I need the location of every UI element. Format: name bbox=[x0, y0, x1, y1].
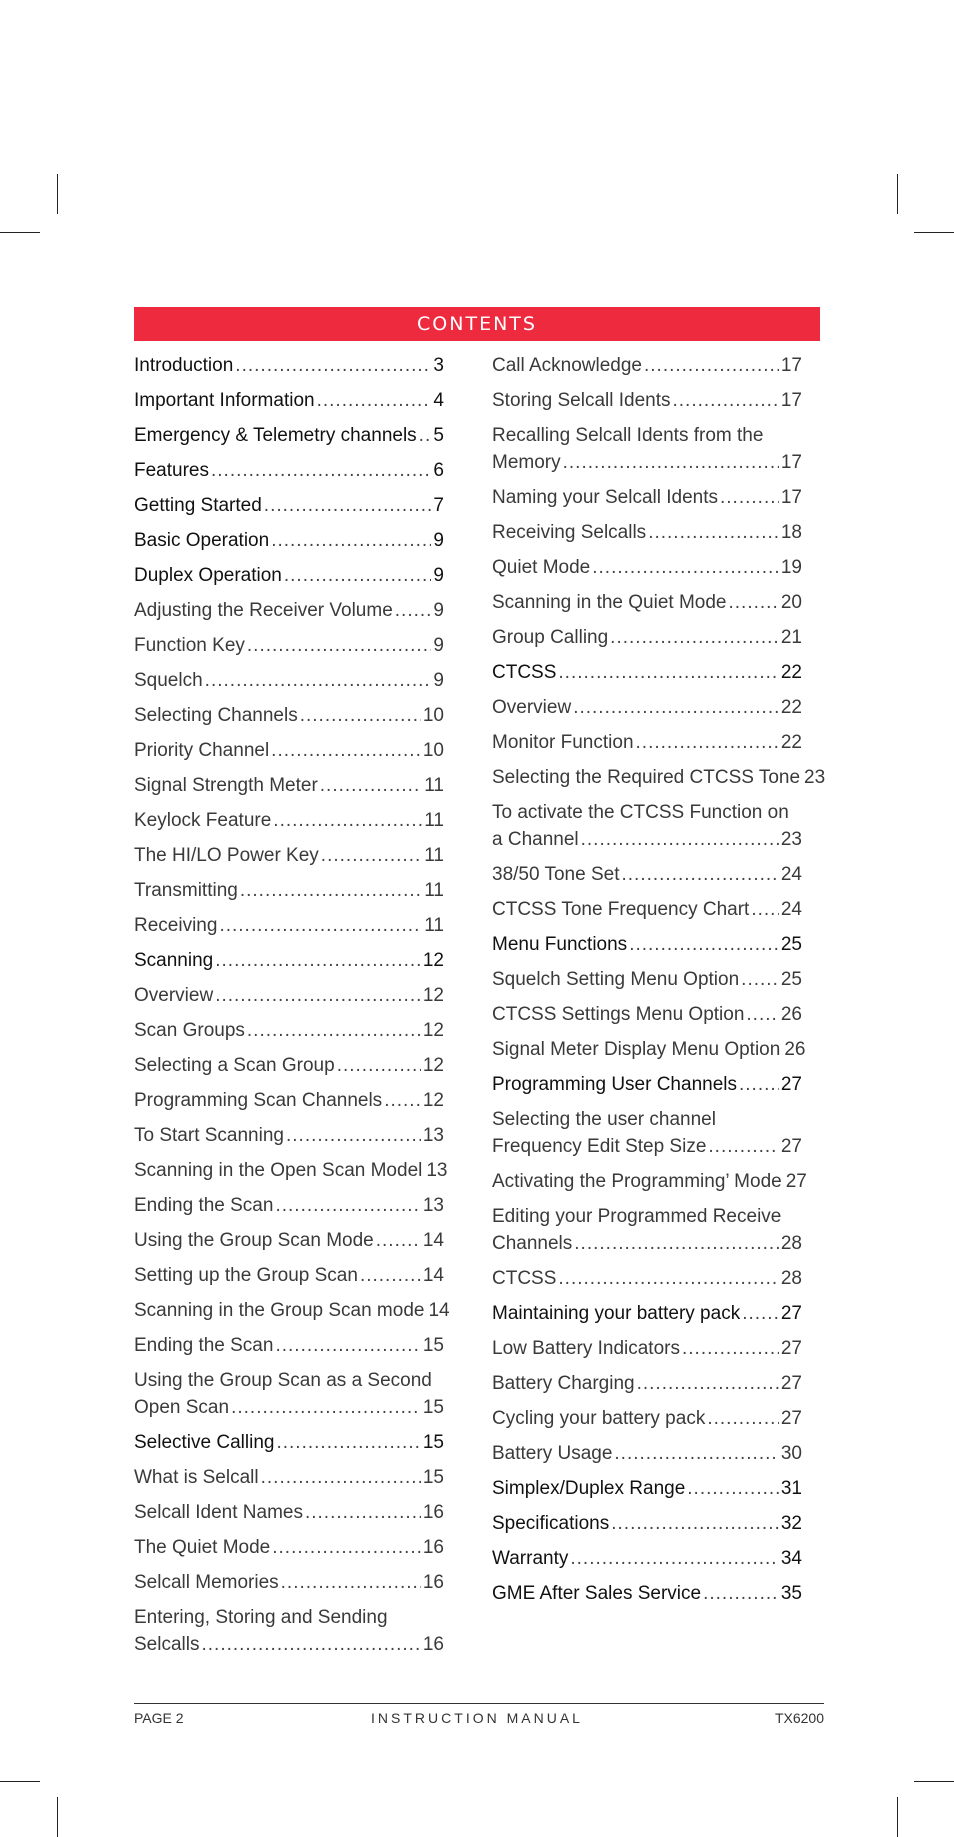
toc-entry-title: Introduction bbox=[134, 355, 234, 376]
dot-leader bbox=[211, 457, 431, 484]
toc-entry-title: Using the Group Scan as a Second bbox=[134, 1370, 432, 1391]
toc-entry[interactable] bbox=[492, 1405, 802, 1432]
toc-entry-page: 10 bbox=[422, 705, 444, 726]
toc-entry[interactable] bbox=[134, 912, 444, 939]
toc-entry[interactable] bbox=[134, 772, 444, 799]
dot-leader bbox=[247, 632, 432, 659]
toc-entry-title: Selecting Channels bbox=[134, 705, 298, 726]
dot-leader bbox=[708, 1133, 778, 1160]
toc-entry-title: Selcall Memories bbox=[134, 1572, 279, 1593]
toc-entry-page: 22 bbox=[780, 697, 802, 718]
toc-entry-title: Scanning in the Group Scan mode bbox=[134, 1300, 425, 1321]
toc-entry-page: 17 bbox=[780, 452, 802, 473]
dot-leader bbox=[558, 659, 778, 686]
dot-leader bbox=[741, 966, 779, 993]
toc-entry-title: Selecting the user channel bbox=[492, 1109, 716, 1130]
crop-mark bbox=[897, 1797, 898, 1837]
footer-page-label: PAGE 2 bbox=[134, 1710, 184, 1726]
toc-entry-title: Keylock Feature bbox=[134, 810, 272, 831]
toc-entry[interactable] bbox=[134, 1017, 444, 1044]
dot-leader bbox=[570, 1545, 778, 1572]
toc-entry-page: 12 bbox=[422, 1090, 444, 1111]
dot-leader bbox=[275, 1192, 420, 1219]
toc-entry-page: 22 bbox=[780, 662, 802, 683]
dot-leader bbox=[621, 861, 778, 888]
toc-entry[interactable] bbox=[134, 597, 444, 624]
toc-entry-title: Receiving Selcalls bbox=[492, 522, 647, 543]
dot-leader bbox=[384, 1087, 421, 1114]
toc-entry[interactable] bbox=[492, 352, 802, 379]
toc-entry-title-cont: Channels bbox=[492, 1233, 573, 1254]
toc-entry-page: 15 bbox=[422, 1467, 444, 1488]
toc-entry-title: Overview bbox=[134, 985, 214, 1006]
toc-entry-page: 11 bbox=[424, 775, 444, 796]
toc-entry-title: Signal Meter Display Menu Option bbox=[492, 1039, 781, 1060]
toc-entry-page: 27 bbox=[785, 1171, 807, 1192]
toc-entry-title: Priority Channel bbox=[134, 740, 270, 761]
dot-leader bbox=[648, 519, 779, 546]
crop-mark bbox=[0, 1781, 40, 1782]
toc-entry-page: 9 bbox=[433, 635, 444, 656]
dot-leader bbox=[581, 826, 779, 853]
page-title: CONTENTS bbox=[417, 313, 537, 335]
toc-entry[interactable] bbox=[492, 1475, 802, 1502]
toc-entry[interactable] bbox=[492, 1071, 802, 1098]
toc-entry-title: Scanning in the Quiet Mode bbox=[492, 592, 727, 613]
dot-leader bbox=[592, 554, 779, 581]
toc-entry[interactable] bbox=[134, 737, 444, 764]
toc-entry[interactable] bbox=[492, 1510, 802, 1537]
toc-entry-page: 23 bbox=[804, 767, 826, 788]
toc-entry-page: 12 bbox=[422, 950, 444, 971]
toc-entry-page: 19 bbox=[780, 557, 802, 578]
toc-entry[interactable] bbox=[492, 387, 802, 414]
toc-entry-title: Important Information bbox=[134, 390, 315, 411]
toc-entry-page: 16 bbox=[422, 1634, 444, 1655]
dot-leader bbox=[215, 982, 421, 1009]
toc-entry-title-cont: Selcalls bbox=[134, 1634, 200, 1655]
dot-leader bbox=[720, 484, 779, 511]
toc-entry-title-cont: Memory bbox=[492, 452, 561, 473]
toc-entry-title: Function Key bbox=[134, 635, 245, 656]
dot-leader bbox=[636, 729, 779, 756]
toc-entry-page: 10 bbox=[422, 740, 444, 761]
toc-entry[interactable] bbox=[492, 799, 802, 853]
dot-leader bbox=[751, 896, 779, 923]
toc-entry-title: Ending the Scan bbox=[134, 1335, 274, 1356]
dot-leader bbox=[395, 597, 432, 624]
toc-entry-title: Quiet Mode bbox=[492, 557, 591, 578]
toc-entry-title: Features bbox=[134, 460, 209, 481]
toc-entry-title: Entering, Storing and Sending bbox=[134, 1607, 388, 1628]
toc-entry-page: 9 bbox=[433, 530, 444, 551]
toc-entry-title: CTCSS bbox=[492, 1268, 557, 1289]
toc-entry-title: CTCSS Tone Frequency Chart bbox=[492, 899, 750, 920]
toc-entry[interactable] bbox=[134, 842, 444, 869]
toc-entry-page: 25 bbox=[780, 934, 802, 955]
crop-mark bbox=[914, 232, 954, 233]
dot-leader bbox=[284, 562, 432, 589]
toc-entry-page: 14 bbox=[422, 1265, 444, 1286]
toc-entry[interactable] bbox=[492, 694, 802, 721]
toc-entry[interactable] bbox=[134, 1297, 450, 1324]
toc-entry[interactable] bbox=[134, 352, 444, 379]
toc-entry-title: Call Acknowledge bbox=[492, 355, 642, 376]
toc-entry-page: 9 bbox=[433, 670, 444, 691]
toc-entry[interactable] bbox=[134, 1262, 444, 1289]
contents-banner bbox=[134, 307, 820, 341]
toc-entry-page: 15 bbox=[422, 1397, 444, 1418]
crop-mark bbox=[897, 174, 898, 214]
toc-entry-title: The HI/LO Power Key bbox=[134, 845, 319, 866]
toc-entry[interactable] bbox=[492, 1545, 802, 1572]
toc-entry-page: 17 bbox=[780, 487, 802, 508]
toc-entry-page: 18 bbox=[780, 522, 802, 543]
toc-entry[interactable] bbox=[134, 1569, 444, 1596]
toc-entry-page: 15 bbox=[422, 1432, 444, 1453]
toc-entry-page: 17 bbox=[780, 390, 802, 411]
dot-leader bbox=[201, 1631, 420, 1658]
dot-leader bbox=[629, 931, 779, 958]
dot-leader bbox=[264, 492, 432, 519]
toc-entry-title: Selecting a Scan Group bbox=[134, 1055, 335, 1076]
toc-entry-title: Naming your Selcall Idents bbox=[492, 487, 718, 508]
toc-entry-page: 27 bbox=[780, 1373, 802, 1394]
toc-entry[interactable] bbox=[492, 554, 802, 581]
toc-entry[interactable] bbox=[134, 527, 444, 554]
toc-entry-page: 27 bbox=[780, 1338, 802, 1359]
crop-mark bbox=[0, 232, 40, 233]
toc-entry-title: Menu Functions bbox=[492, 934, 628, 955]
toc-entry-page: 26 bbox=[780, 1004, 802, 1025]
toc-entry[interactable] bbox=[134, 1429, 444, 1456]
toc-entry-page: 9 bbox=[433, 565, 444, 586]
toc-entry-page: 22 bbox=[780, 732, 802, 753]
toc-entry-page: 14 bbox=[428, 1300, 450, 1321]
toc-entry-page: 12 bbox=[422, 1020, 444, 1041]
toc-entry-title: CTCSS bbox=[492, 662, 557, 683]
toc-entry-page: 24 bbox=[780, 899, 802, 920]
toc-entry[interactable] bbox=[134, 982, 444, 1009]
toc-entry[interactable] bbox=[134, 1087, 444, 1114]
toc-entry-title: Squelch Setting Menu Option bbox=[492, 969, 740, 990]
toc-entry-title: Specifications bbox=[492, 1513, 610, 1534]
toc-entry-title: The Quiet Mode bbox=[134, 1537, 271, 1558]
toc-entry-title: Adjusting the Receiver Volume bbox=[134, 600, 393, 621]
crop-mark bbox=[914, 1781, 954, 1782]
toc-entry-page: 12 bbox=[422, 1055, 444, 1076]
toc-entry[interactable] bbox=[134, 632, 444, 659]
toc-entry[interactable] bbox=[134, 877, 444, 904]
toc-entry-title: Programming User Channels bbox=[492, 1074, 737, 1095]
toc-entry-title: Warranty bbox=[492, 1548, 569, 1569]
toc-entry-title: Activating the Programming’ Mode bbox=[492, 1171, 782, 1192]
toc-entry-title: To Start Scanning bbox=[134, 1125, 284, 1146]
toc-entry[interactable] bbox=[492, 1335, 802, 1362]
toc-entry-page: 26 bbox=[784, 1039, 806, 1060]
toc-entry-title: Receiving bbox=[134, 915, 218, 936]
toc-entry[interactable] bbox=[492, 1168, 807, 1195]
toc-entry-page: 21 bbox=[780, 627, 802, 648]
dot-leader bbox=[360, 1262, 421, 1289]
dot-leader bbox=[219, 912, 422, 939]
toc-entry[interactable] bbox=[492, 1440, 802, 1467]
dot-leader bbox=[300, 702, 421, 729]
toc-entry-page: 12 bbox=[422, 985, 444, 1006]
toc-entry-page: 13 bbox=[426, 1160, 448, 1181]
toc-entry[interactable] bbox=[492, 519, 802, 546]
toc-entry-page: 25 bbox=[780, 969, 802, 990]
dot-leader bbox=[742, 1300, 779, 1327]
dot-leader bbox=[644, 352, 779, 379]
toc-entry-page: 30 bbox=[780, 1443, 802, 1464]
toc-entry-title: 38/50 Tone Set bbox=[492, 864, 620, 885]
dot-leader bbox=[317, 387, 432, 414]
dot-leader bbox=[272, 1534, 421, 1561]
toc-right-column bbox=[492, 352, 826, 1615]
dot-leader bbox=[240, 877, 422, 904]
dot-leader bbox=[261, 1464, 421, 1491]
dot-leader bbox=[235, 352, 431, 379]
toc-entry[interactable] bbox=[492, 1036, 806, 1063]
dot-leader bbox=[231, 1394, 421, 1421]
toc-entry-page: 27 bbox=[780, 1136, 802, 1157]
toc-entry[interactable] bbox=[134, 387, 444, 414]
toc-entry-title: Storing Selcall Idents bbox=[492, 390, 671, 411]
toc-entry-page: 16 bbox=[422, 1502, 444, 1523]
dot-leader bbox=[419, 422, 432, 449]
toc-entry[interactable] bbox=[134, 667, 444, 694]
dot-leader bbox=[707, 1405, 779, 1432]
dot-leader bbox=[376, 1227, 421, 1254]
toc-entry-page: 27 bbox=[780, 1408, 802, 1429]
toc-entry-title: Scan Groups bbox=[134, 1020, 245, 1041]
toc-entry-title-cont: a Channel bbox=[492, 829, 579, 850]
dot-leader bbox=[271, 527, 431, 554]
toc-entry[interactable] bbox=[492, 422, 802, 476]
dot-leader bbox=[273, 807, 422, 834]
toc-entry[interactable] bbox=[492, 1001, 802, 1028]
dot-leader bbox=[746, 1001, 778, 1028]
toc-entry[interactable] bbox=[492, 624, 802, 651]
toc-entry-page: 27 bbox=[780, 1303, 802, 1324]
toc-entry-title-cont: Frequency Edit Step Size bbox=[492, 1136, 707, 1157]
toc-entry[interactable] bbox=[134, 1604, 444, 1658]
toc-entry[interactable] bbox=[134, 1464, 444, 1491]
dot-leader bbox=[614, 1440, 778, 1467]
toc-entry-page: 7 bbox=[433, 495, 444, 516]
dot-leader bbox=[275, 1332, 420, 1359]
dot-leader bbox=[574, 1230, 779, 1257]
toc-entry-title: Maintaining your battery pack bbox=[492, 1303, 741, 1324]
toc-entry-page: 11 bbox=[424, 845, 444, 866]
toc-entry-page: 16 bbox=[422, 1572, 444, 1593]
toc-entry-page: 9 bbox=[433, 600, 444, 621]
toc-entry[interactable] bbox=[134, 1499, 444, 1526]
dot-leader bbox=[563, 449, 779, 476]
dot-leader bbox=[215, 947, 421, 974]
toc-entry[interactable] bbox=[492, 729, 802, 756]
toc-entry[interactable] bbox=[492, 1580, 802, 1607]
dot-leader bbox=[687, 1475, 779, 1502]
toc-entry-page: 31 bbox=[780, 1478, 802, 1499]
toc-entry-title: Selcall Ident Names bbox=[134, 1502, 303, 1523]
toc-entry-title: Overview bbox=[492, 697, 572, 718]
toc-entry-title: To activate the CTCSS Function on bbox=[492, 802, 789, 823]
toc-entry-title: Duplex Operation bbox=[134, 565, 282, 586]
toc-entry-title: Scanning bbox=[134, 950, 214, 971]
crop-mark bbox=[57, 1797, 58, 1837]
toc-entry[interactable] bbox=[134, 457, 444, 484]
toc-entry-page: 11 bbox=[424, 880, 444, 901]
toc-entry[interactable] bbox=[134, 422, 444, 449]
toc-entry-line2 bbox=[134, 1631, 444, 1658]
dot-leader bbox=[703, 1580, 779, 1607]
dot-leader bbox=[321, 842, 422, 869]
crop-mark bbox=[57, 174, 58, 214]
toc-entry-title: CTCSS Settings Menu Option bbox=[492, 1004, 745, 1025]
toc-left-column bbox=[134, 352, 450, 1666]
toc-entry-title: Basic Operation bbox=[134, 530, 270, 551]
dot-leader bbox=[573, 694, 779, 721]
toc-entry-title: Setting up the Group Scan bbox=[134, 1265, 358, 1286]
toc-entry-title: Cycling your battery pack bbox=[492, 1408, 706, 1429]
dot-leader bbox=[271, 737, 421, 764]
toc-entry-line2 bbox=[492, 449, 802, 476]
toc-entry-title: Scanning in the Open Scan Model bbox=[134, 1160, 423, 1181]
toc-entry-page: 11 bbox=[424, 810, 444, 831]
toc-entry-title: Getting Started bbox=[134, 495, 262, 516]
toc-entry[interactable] bbox=[134, 807, 444, 834]
toc-entry-page: 20 bbox=[780, 592, 802, 613]
toc-entry[interactable] bbox=[134, 1192, 444, 1219]
dot-leader bbox=[558, 1265, 778, 1292]
toc-entry[interactable] bbox=[134, 1332, 444, 1359]
toc-entry-page: 13 bbox=[422, 1195, 444, 1216]
toc-entry-line2 bbox=[492, 1133, 802, 1160]
dot-leader bbox=[637, 1370, 779, 1397]
dot-leader bbox=[682, 1335, 779, 1362]
toc-entry-title: Simplex/Duplex Range bbox=[492, 1478, 686, 1499]
dot-leader bbox=[673, 387, 779, 414]
toc-entry[interactable] bbox=[492, 1106, 802, 1160]
toc-entry[interactable] bbox=[492, 1203, 802, 1257]
toc-entry-title: Selecting the Required CTCSS Tone bbox=[492, 767, 801, 788]
dot-leader bbox=[286, 1122, 421, 1149]
toc-entry[interactable] bbox=[492, 896, 802, 923]
toc-entry-title: Transmitting bbox=[134, 880, 238, 901]
toc-entry-page: 23 bbox=[780, 829, 802, 850]
toc-entry-title: Using the Group Scan Mode bbox=[134, 1230, 374, 1251]
toc-entry-line2 bbox=[134, 1394, 444, 1421]
dot-leader bbox=[205, 667, 432, 694]
toc-entry-line2 bbox=[492, 1230, 802, 1257]
toc-entry-title: Emergency & Telemetry channels bbox=[134, 425, 417, 446]
toc-entry-title: Group Calling bbox=[492, 627, 609, 648]
dot-leader bbox=[611, 1510, 779, 1537]
toc-entry-page: 34 bbox=[780, 1548, 802, 1569]
toc-entry[interactable] bbox=[492, 861, 802, 888]
toc-entry-page: 17 bbox=[780, 355, 802, 376]
toc-entry-title: Recalling Selcall Idents from the bbox=[492, 425, 764, 446]
toc-entry-page: 28 bbox=[780, 1233, 802, 1254]
toc-entry-title-cont: Open Scan bbox=[134, 1397, 230, 1418]
toc-entry-page: 35 bbox=[780, 1583, 802, 1604]
toc-entry-title: What is Selcall bbox=[134, 1467, 259, 1488]
toc-entry[interactable] bbox=[134, 562, 444, 589]
footer-model: TX6200 bbox=[774, 1710, 824, 1726]
toc-entry-title: Monitor Function bbox=[492, 732, 634, 753]
dot-leader bbox=[276, 1429, 420, 1456]
toc-entry[interactable] bbox=[492, 966, 802, 993]
dot-leader bbox=[305, 1499, 421, 1526]
dot-leader bbox=[337, 1052, 421, 1079]
toc-entry[interactable] bbox=[134, 947, 444, 974]
footer-divider bbox=[134, 1703, 824, 1704]
toc-entry[interactable] bbox=[134, 1157, 448, 1184]
toc-entry-title: Programming Scan Channels bbox=[134, 1090, 383, 1111]
toc-entry-title: Ending the Scan bbox=[134, 1195, 274, 1216]
toc-entry-title: GME After Sales Service bbox=[492, 1583, 702, 1604]
toc-entry-line2 bbox=[492, 826, 802, 853]
toc-entry[interactable] bbox=[134, 702, 444, 729]
toc-entry-page: 15 bbox=[422, 1335, 444, 1356]
toc-entry-page: 24 bbox=[780, 864, 802, 885]
toc-entry-page: 6 bbox=[433, 460, 444, 481]
toc-entry-title: Squelch bbox=[134, 670, 203, 691]
toc-entry-page: 3 bbox=[433, 355, 444, 376]
footer-manual-label: INSTRUCTION MANUAL bbox=[371, 1710, 583, 1726]
toc-entry[interactable] bbox=[134, 1122, 444, 1149]
toc-entry[interactable] bbox=[134, 492, 444, 519]
dot-leader bbox=[281, 1569, 421, 1596]
toc-entry-page: 4 bbox=[433, 390, 444, 411]
dot-leader bbox=[610, 624, 779, 651]
toc-entry-title: Selective Calling bbox=[134, 1432, 275, 1453]
toc-entry-title: Low Battery Indicators bbox=[492, 1338, 680, 1359]
toc-entry-page: 14 bbox=[422, 1230, 444, 1251]
toc-entry[interactable] bbox=[492, 764, 826, 791]
toc-entry[interactable] bbox=[492, 1265, 802, 1292]
dot-leader bbox=[247, 1017, 421, 1044]
toc-entry[interactable] bbox=[492, 589, 802, 616]
toc-entry[interactable] bbox=[134, 1052, 444, 1079]
toc-entry[interactable] bbox=[492, 1300, 802, 1327]
toc-entry-page: 32 bbox=[780, 1513, 802, 1534]
toc-entry-page: 5 bbox=[433, 425, 444, 446]
toc-entry-page: 28 bbox=[780, 1268, 802, 1289]
toc-entry[interactable] bbox=[492, 931, 802, 958]
toc-entry-title: Battery Charging bbox=[492, 1373, 635, 1394]
toc-entry[interactable] bbox=[134, 1534, 444, 1561]
dot-leader bbox=[729, 589, 779, 616]
dot-leader bbox=[739, 1071, 779, 1098]
toc-entry[interactable] bbox=[492, 659, 802, 686]
toc-entry-page: 13 bbox=[422, 1125, 444, 1146]
toc-entry[interactable] bbox=[492, 484, 802, 511]
toc-entry-title: Battery Usage bbox=[492, 1443, 613, 1464]
toc-entry[interactable] bbox=[134, 1227, 444, 1254]
toc-entry-page: 11 bbox=[424, 915, 444, 936]
dot-leader bbox=[320, 772, 423, 799]
toc-entry-page: 27 bbox=[780, 1074, 802, 1095]
toc-entry[interactable] bbox=[492, 1370, 802, 1397]
toc-entry-page: 16 bbox=[422, 1537, 444, 1558]
toc-entry-title: Editing your Programmed Receive bbox=[492, 1206, 782, 1227]
toc-entry-title: Signal Strength Meter bbox=[134, 775, 318, 796]
toc-entry[interactable] bbox=[134, 1367, 444, 1421]
